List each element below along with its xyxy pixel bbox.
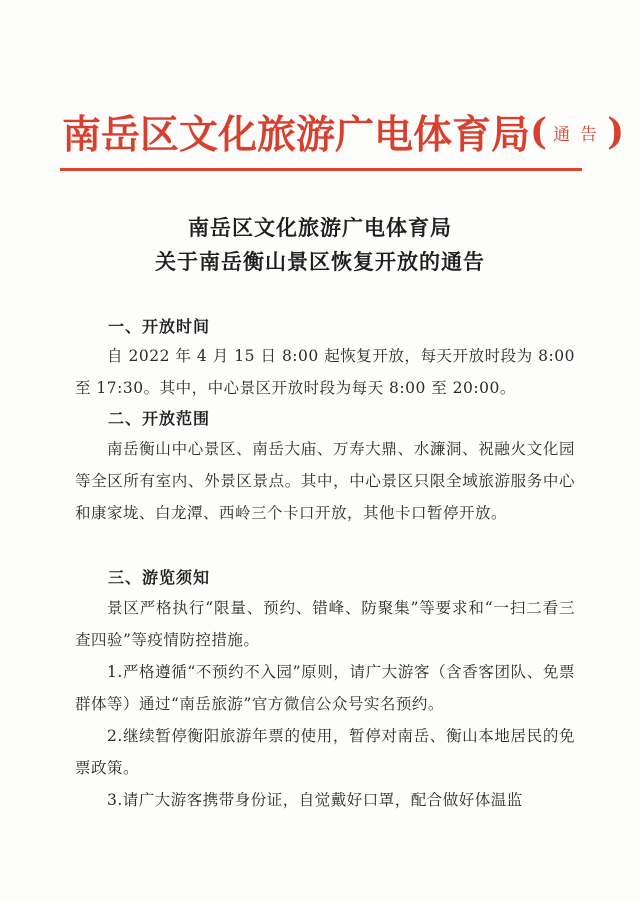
letterhead-close-paren: ) <box>607 111 625 153</box>
section-heading-opening-scope: 二、开放范围 <box>108 409 211 428</box>
section-heading-opening-hours: 一、开放时间 <box>108 317 211 336</box>
section-body-visitor-notice <box>75 592 575 816</box>
paragraph: 3.请广大游客携带身份证，自觉戴好口罩，配合做好体温监 <box>107 791 523 809</box>
document-title-line-1: 南岳区文化旅游广电体育局 <box>188 215 452 240</box>
paragraph: 1.严格遵循“不预约不入园”原则，请广大游客（含香客团队、免票群体等）通过“南岳旅游”官方微信公众号实名预约。 <box>75 663 575 713</box>
letterhead <box>62 104 625 160</box>
letterhead-org-name: 南岳区文化旅游广电体育局 <box>62 112 531 158</box>
letterhead-open-paren: ( <box>530 111 548 153</box>
paragraph: 景区严格执行“限量、预约、错峰、防聚集”等要求和“一扫二看三查四验”等疫情防控措施。 <box>75 599 575 649</box>
section-body-opening-hours <box>75 340 575 404</box>
section-heading-visitor-notice: 三、游览须知 <box>108 568 211 587</box>
section-body-opening-scope <box>75 433 575 529</box>
letterhead-doc-type: 通告 <box>553 124 608 145</box>
paragraph: 2.继续暂停衡阳旅游年票的使用，暂停对南岳、衡山本地居民的免票政策。 <box>75 727 575 777</box>
paragraph: 自 2022 年 4 月 15 日 8:00 起恢复开放，每天开放时段为 8:00 至 17:30。其中，中心景区开放时段为每天 8:00 至 20:00。 <box>75 347 575 397</box>
paragraph: 南岳衡山中心景区、南岳大庙、万寿大鼎、水濂洞、祝融火文化园等全区所有室内、外景区景点。其中，中心景区只限全域旅游服务中心和康家垅、白龙潭、西岭三个卡口开放，其他卡口暂停开放。 <box>75 440 575 522</box>
document-title-line-2: 关于南岳衡山景区恢复开放的通告 <box>155 249 485 274</box>
letterhead-red-rule <box>60 168 582 171</box>
